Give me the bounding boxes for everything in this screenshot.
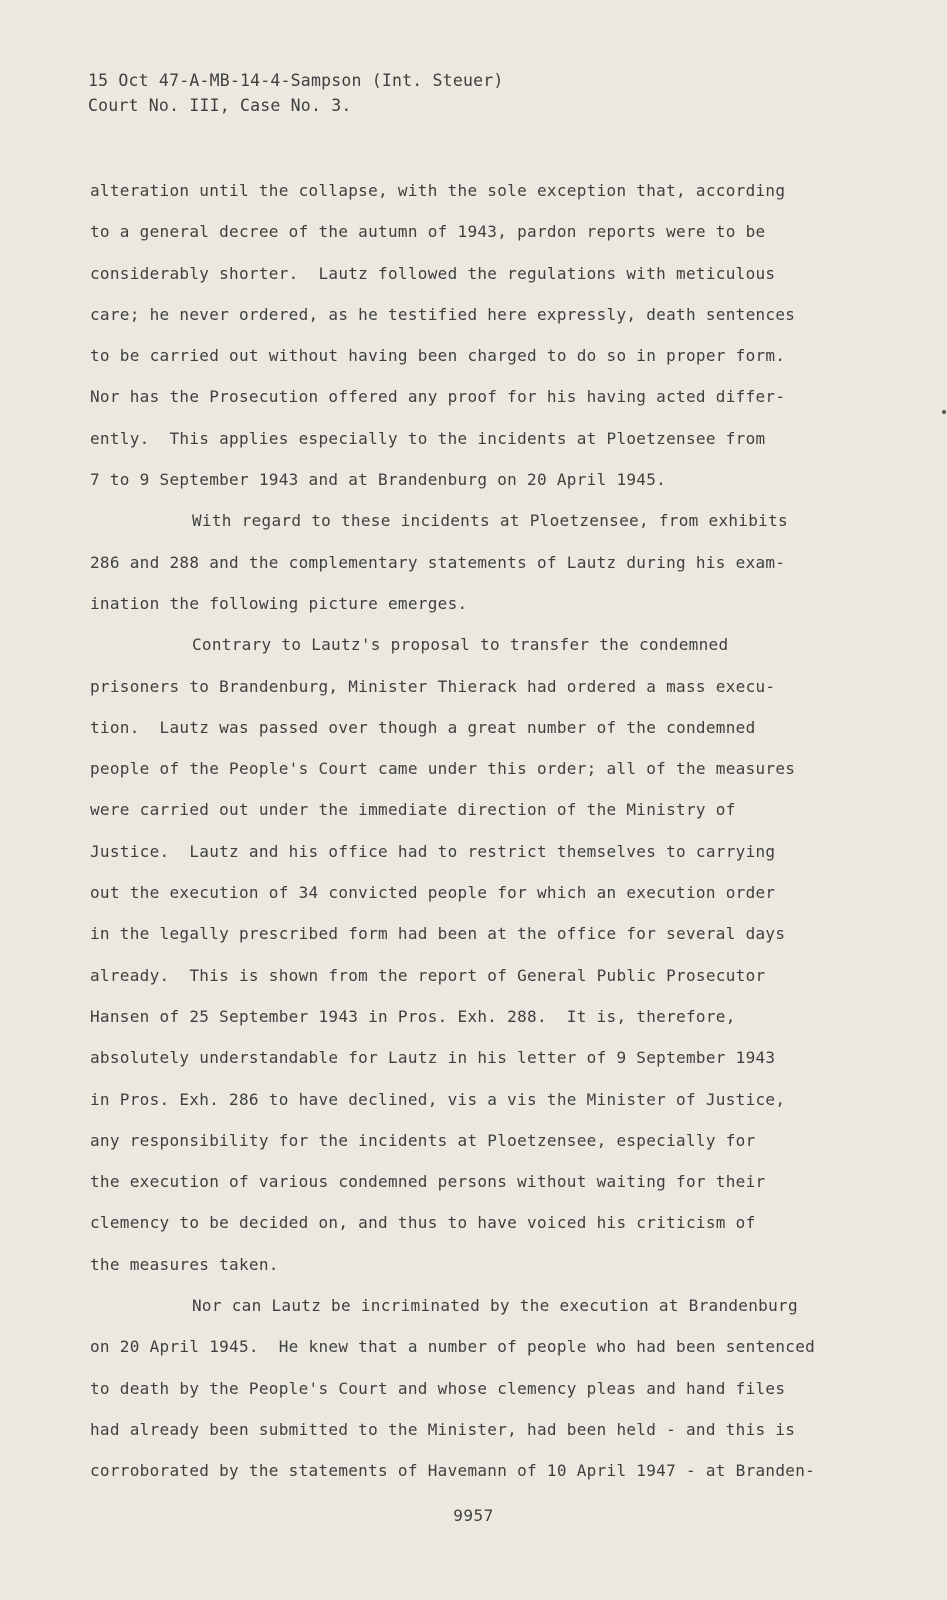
body-line: prisoners to Brandenburg, Minister Thierack had ordered a mass execu- [90,676,776,696]
body-line: to death by the People's Court and whose clemency pleas and hand files [90,1378,786,1398]
body-line: to be carried out without having been charged to do so in proper form. [90,346,786,366]
body-line: the execution of various condemned persons without waiting for their [90,1172,766,1192]
body-line: out the execution of 34 convicted people for which an execution order [90,883,776,903]
body-line: 286 and 288 and the complementary statements of Lautz during his exam- [90,552,786,572]
body-line: already. This is shown from the report of General Public Prosecutor [90,965,766,985]
body-line: care; he never ordered, as he testified here expressly, death sentences [90,304,796,324]
header-line-2: Court No. III, Case No. 3. [88,96,352,115]
body-line: absolutely understandable for Lautz in his letter of 9 September 1943 [90,1048,776,1068]
body-line: Hansen of 25 September 1943 in Pros. Exh. 288. It is, therefore, [90,1006,736,1026]
body-line: the measures taken. [90,1254,279,1274]
body-line: tion. Lautz was passed over though a great number of the condemned [90,717,756,737]
body-line: ination the following picture emerges. [90,593,468,613]
body-line: were carried out under the immediate direction of the Ministry of [90,800,736,820]
body-line: considerably shorter. Lautz followed the regulations with meticulous [90,263,776,283]
header-line-1: 15 Oct 47-A-MB-14-4-Sampson (Int. Steuer) [88,71,504,90]
body-line: Contrary to Lautz's proposal to transfer the condemned [192,635,729,655]
body-text [90,170,850,1492]
scan-speck [942,410,946,414]
body-line: Justice. Lautz and his office had to restrict themselves to carrying [90,841,776,861]
body-line: had already been submitted to the Minister, had been held - and this is [90,1419,796,1439]
body-line: With regard to these incidents at Ploetzensee, from exhibits [192,511,788,531]
body-line: in Pros. Exh. 286 to have declined, vis a vis the Minister of Justice, [90,1089,786,1109]
page-number: 9957 [453,1506,494,1525]
body-line: Nor has the Prosecution offered any proof for his having acted differ- [90,387,786,407]
body-line: alteration until the collapse, with the sole exception that, according [90,181,786,200]
body-line: on 20 April 1945. He knew that a number of people who had been sentenced [90,1337,816,1357]
body-line: clemency to be decided on, and thus to have voiced his criticism of [90,1213,756,1233]
body-line: Nor can Lautz be incriminated by the execution at Brandenburg [192,1296,798,1316]
body-line: 7 to 9 September 1943 and at Brandenburg on 20 April 1945. [90,470,667,490]
body-line: corroborated by the statements of Havemann of 10 April 1947 - at Branden- [90,1461,816,1481]
document-header [88,68,504,118]
body-line: any responsibility for the incidents at Ploetzensee, especially for [90,1130,756,1150]
body-line: to a general decree of the autumn of 1943, pardon reports were to be [90,222,766,242]
body-line: in the legally prescribed form had been at the office for several days [90,924,786,944]
body-line: ently. This applies especially to the incidents at Ploetzensee from [90,428,766,448]
body-line: people of the People's Court came under this order; all of the measures [90,759,796,779]
